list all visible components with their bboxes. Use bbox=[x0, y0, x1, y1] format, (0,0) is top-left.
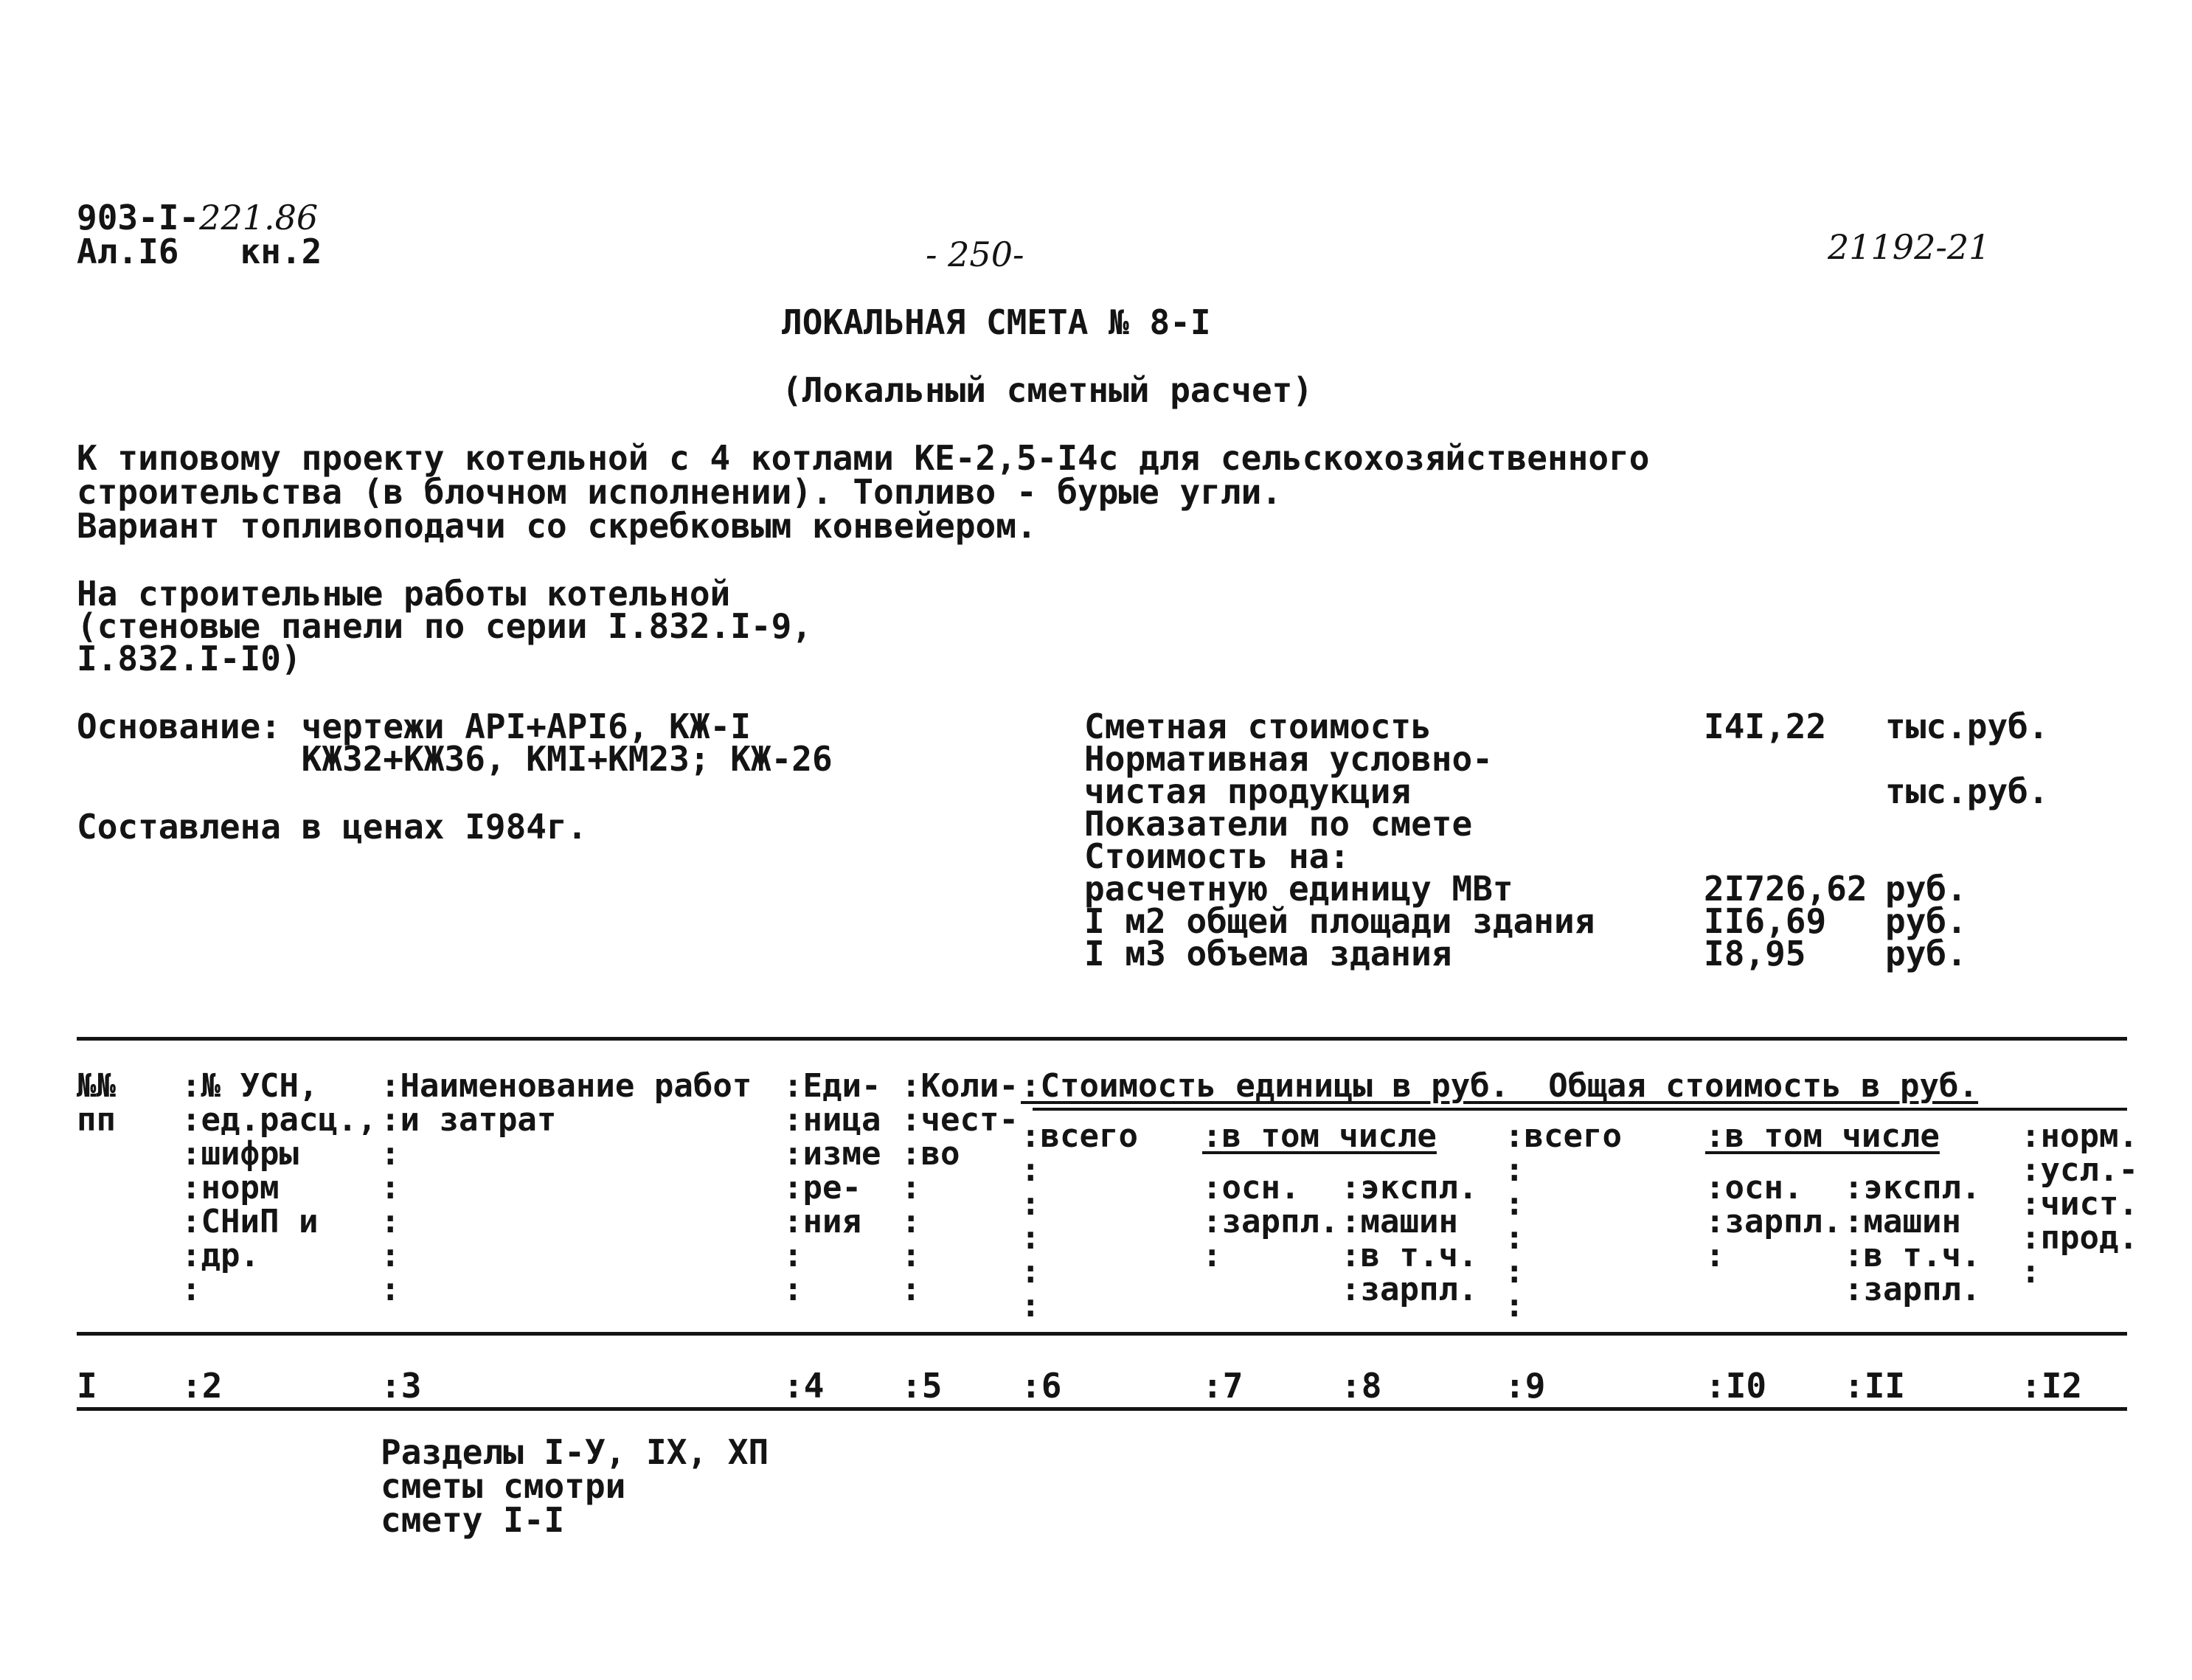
cost-value: 2I726,62 bbox=[1704, 869, 1867, 909]
cost-label: чистая продукция bbox=[1084, 771, 1412, 811]
basis-line-1: Основание: чертежи АРI+АРI6, КЖ-I bbox=[77, 707, 751, 746]
col-header-9: :всего : : : : : bbox=[1505, 1117, 1622, 1325]
col-number: :7 bbox=[1202, 1366, 1244, 1406]
works-line-2: (стеновые панели по серии I.832.I-9, bbox=[77, 606, 812, 646]
column-numbers-rule bbox=[77, 1407, 2127, 1411]
header-bottom-rule bbox=[77, 1332, 2127, 1336]
cost-label: расчетную единицу МВт bbox=[1084, 869, 1513, 909]
prices-note: Составлена в ценах I984г. bbox=[77, 807, 588, 847]
document-title: ЛОКАЛЬНАЯ СМЕТА № 8-I bbox=[782, 302, 1211, 342]
col-number: :4 bbox=[783, 1366, 825, 1406]
basis-line-2: КЖ32+КЖ36, КМI+КМ23; КЖ-26 bbox=[77, 739, 833, 779]
doc-code-handwritten: 221.86 bbox=[199, 198, 319, 237]
cost-unit: тыс.руб. bbox=[1885, 771, 2049, 811]
cost-unit: руб. bbox=[1885, 869, 1967, 909]
cost-label: I м3 объема здания bbox=[1084, 934, 1452, 973]
cost-label: Стоимость на: bbox=[1084, 836, 1350, 876]
cost-group-rule bbox=[1033, 1108, 2127, 1111]
description-line-1: К типовому проекту котельной с 4 котлами КЕ-2,5-I4с для сельскохозяйственного bbox=[77, 438, 1650, 478]
total-incl-header: :в том числе bbox=[1705, 1117, 1940, 1155]
description-line-3: Вариант топливоподачи со скребковым конвейером. bbox=[77, 506, 1037, 546]
cost-group-header: :Стоимость единицы в руб. Общая стоимость в руб. bbox=[1021, 1067, 1979, 1105]
description-line-2: строительства (в блочном исполнении). Топливо - бурые угли. bbox=[77, 472, 1282, 512]
page-number: - 250- bbox=[926, 235, 1024, 274]
col-number: :II bbox=[1844, 1366, 1906, 1406]
cost-label: I м2 общей площади здания bbox=[1084, 901, 1595, 941]
col-header-11: :экспл. :машин :в т.ч. :зарпл. bbox=[1844, 1169, 1981, 1308]
cost-value: I4I,22 bbox=[1704, 707, 1827, 746]
cost-label: Показатели по смете bbox=[1084, 804, 1473, 844]
cost-unit: руб. bbox=[1885, 934, 1967, 973]
works-line-3: I.832.I-I0) bbox=[77, 639, 302, 678]
note-line-2: сметы смотри bbox=[381, 1466, 626, 1506]
col-number: :I0 bbox=[1705, 1366, 1767, 1406]
album-book: Ал.I6 кн.2 bbox=[77, 232, 322, 271]
unit-incl-header: :в том числе bbox=[1202, 1117, 1437, 1155]
table-top-rule bbox=[77, 1037, 2127, 1041]
col-header-1: №№ пп bbox=[77, 1067, 116, 1139]
col-number: :8 bbox=[1341, 1366, 1382, 1406]
col-header-4: :Еди- :ница :изме :ре- :ния : : bbox=[783, 1067, 881, 1308]
document-subtitle: (Локальный сметный расчет) bbox=[782, 370, 1314, 410]
col-header-7: :осн. :зарпл. : bbox=[1202, 1169, 1339, 1274]
col-header-3: :Наименование работ :и затрат : : : : : bbox=[381, 1067, 752, 1308]
doc-code-prefix: 903-I- bbox=[77, 198, 200, 237]
col-number: I bbox=[77, 1366, 97, 1406]
col-header-12: :норм. :усл.- :чист. :прод. : bbox=[2021, 1117, 2138, 1291]
cost-unit: тыс.руб. bbox=[1885, 707, 2049, 746]
col-number: :6 bbox=[1021, 1366, 1062, 1406]
cost-label: Сметная стоимость bbox=[1084, 707, 1432, 746]
note-line-3: смету I-I bbox=[381, 1500, 565, 1540]
col-header-5: :Коли- :чест- :во : : : : bbox=[901, 1067, 1019, 1308]
cost-value: II6,69 bbox=[1704, 901, 1827, 941]
col-number: :9 bbox=[1505, 1366, 1546, 1406]
col-header-8: :экспл. :машин :в т.ч. :зарпл. bbox=[1341, 1169, 1478, 1308]
col-number: :3 bbox=[381, 1366, 422, 1406]
note-line-1: Разделы I-У, IX, ХП bbox=[381, 1432, 769, 1472]
doc-code bbox=[77, 198, 319, 237]
col-number: :2 bbox=[181, 1366, 223, 1406]
cost-value: I8,95 bbox=[1704, 934, 1806, 973]
works-line-1: На строительные работы котельной bbox=[77, 574, 731, 614]
inventory-number: 21192-21 bbox=[1828, 227, 1991, 267]
col-header-6: :всего : : : : : bbox=[1021, 1117, 1138, 1325]
col-header-10: :осн. :зарпл. : bbox=[1705, 1169, 1842, 1274]
col-number: :I2 bbox=[2021, 1366, 2083, 1406]
col-header-2: :№ УСН, :ед.расц., :шифры :норм :СНиП и :др. : bbox=[181, 1067, 377, 1308]
col-number: :5 bbox=[901, 1366, 943, 1406]
cost-label: Нормативная условно- bbox=[1084, 739, 1493, 779]
cost-unit: руб. bbox=[1885, 901, 1967, 941]
